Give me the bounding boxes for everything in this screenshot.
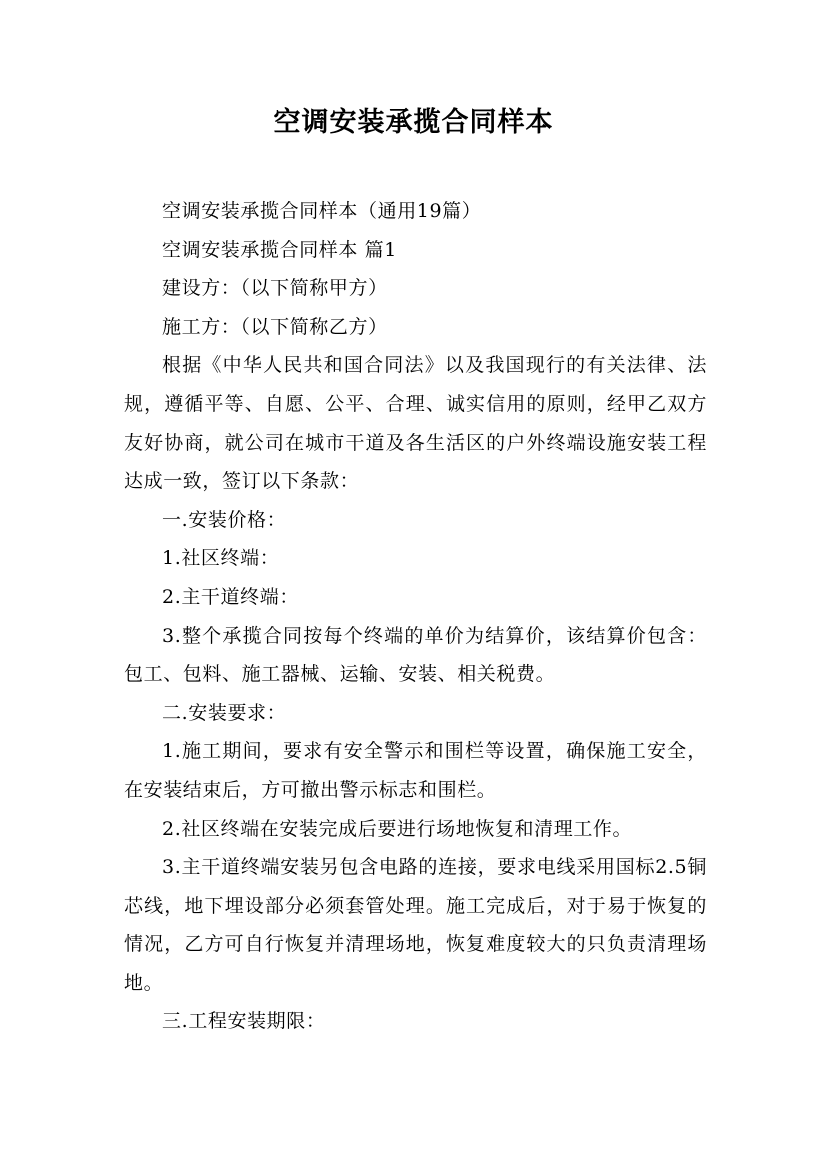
paragraph-item: 3.整个承揽合同按每个终端的单价为结算价，该结算价包含：包工、包料、施工器械、运输、安装、相关税费。 (124, 624, 707, 686)
paragraph-article-heading: 空调安装承揽合同样本 篇1 (162, 238, 397, 261)
paragraph-party-a: 建设方：（以下简称甲方） (162, 277, 388, 300)
paragraph-item: 1.施工期间，要求有安全警示和围栏等设置，确保施工安全，在安装结束后，方可撤出警示标志和围栏。 (124, 740, 707, 801)
paragraph-item: 2.主干道终端： (162, 585, 299, 608)
paragraph-item: 1.社区终端： (162, 547, 280, 570)
section-heading-period: 三.工程安装期限： (162, 1010, 326, 1033)
paragraph-subtitle: 空调安装承揽合同样本（通用19篇） (162, 200, 482, 222)
paragraph-item: 3.主干道终端安装另包含电路的连接，要求电线采用国标2.5铜芯线，地下埋设部分必须套管处理。施工完成后，对于易于恢复的情况，乙方可自行恢复并清理场地，恢复难度较大的只负责清理场地。 (124, 856, 707, 994)
paragraph-party-b: 施工方：（以下简称乙方） (162, 315, 388, 338)
section-heading-price: 一.安装价格： (162, 508, 287, 531)
section-heading-requirements: 二.安装要求： (162, 701, 287, 724)
document-title: 空调安装承揽合同样本 (273, 107, 554, 138)
paragraph-preamble: 根据《中华人民共和国合同法》以及我国现行的有关法律、法规，遵循平等、自愿、公平、合理、诚实信用的原则，经甲乙双方友好协商，就公司在城市干道及各生活区的户外终端设施安装工程达成一致，签订以下条款： (124, 354, 707, 493)
paragraph-item: 2.社区终端在安装完成后要进行场地恢复和清理工作。 (162, 817, 633, 840)
document-body (124, 192, 707, 1041)
